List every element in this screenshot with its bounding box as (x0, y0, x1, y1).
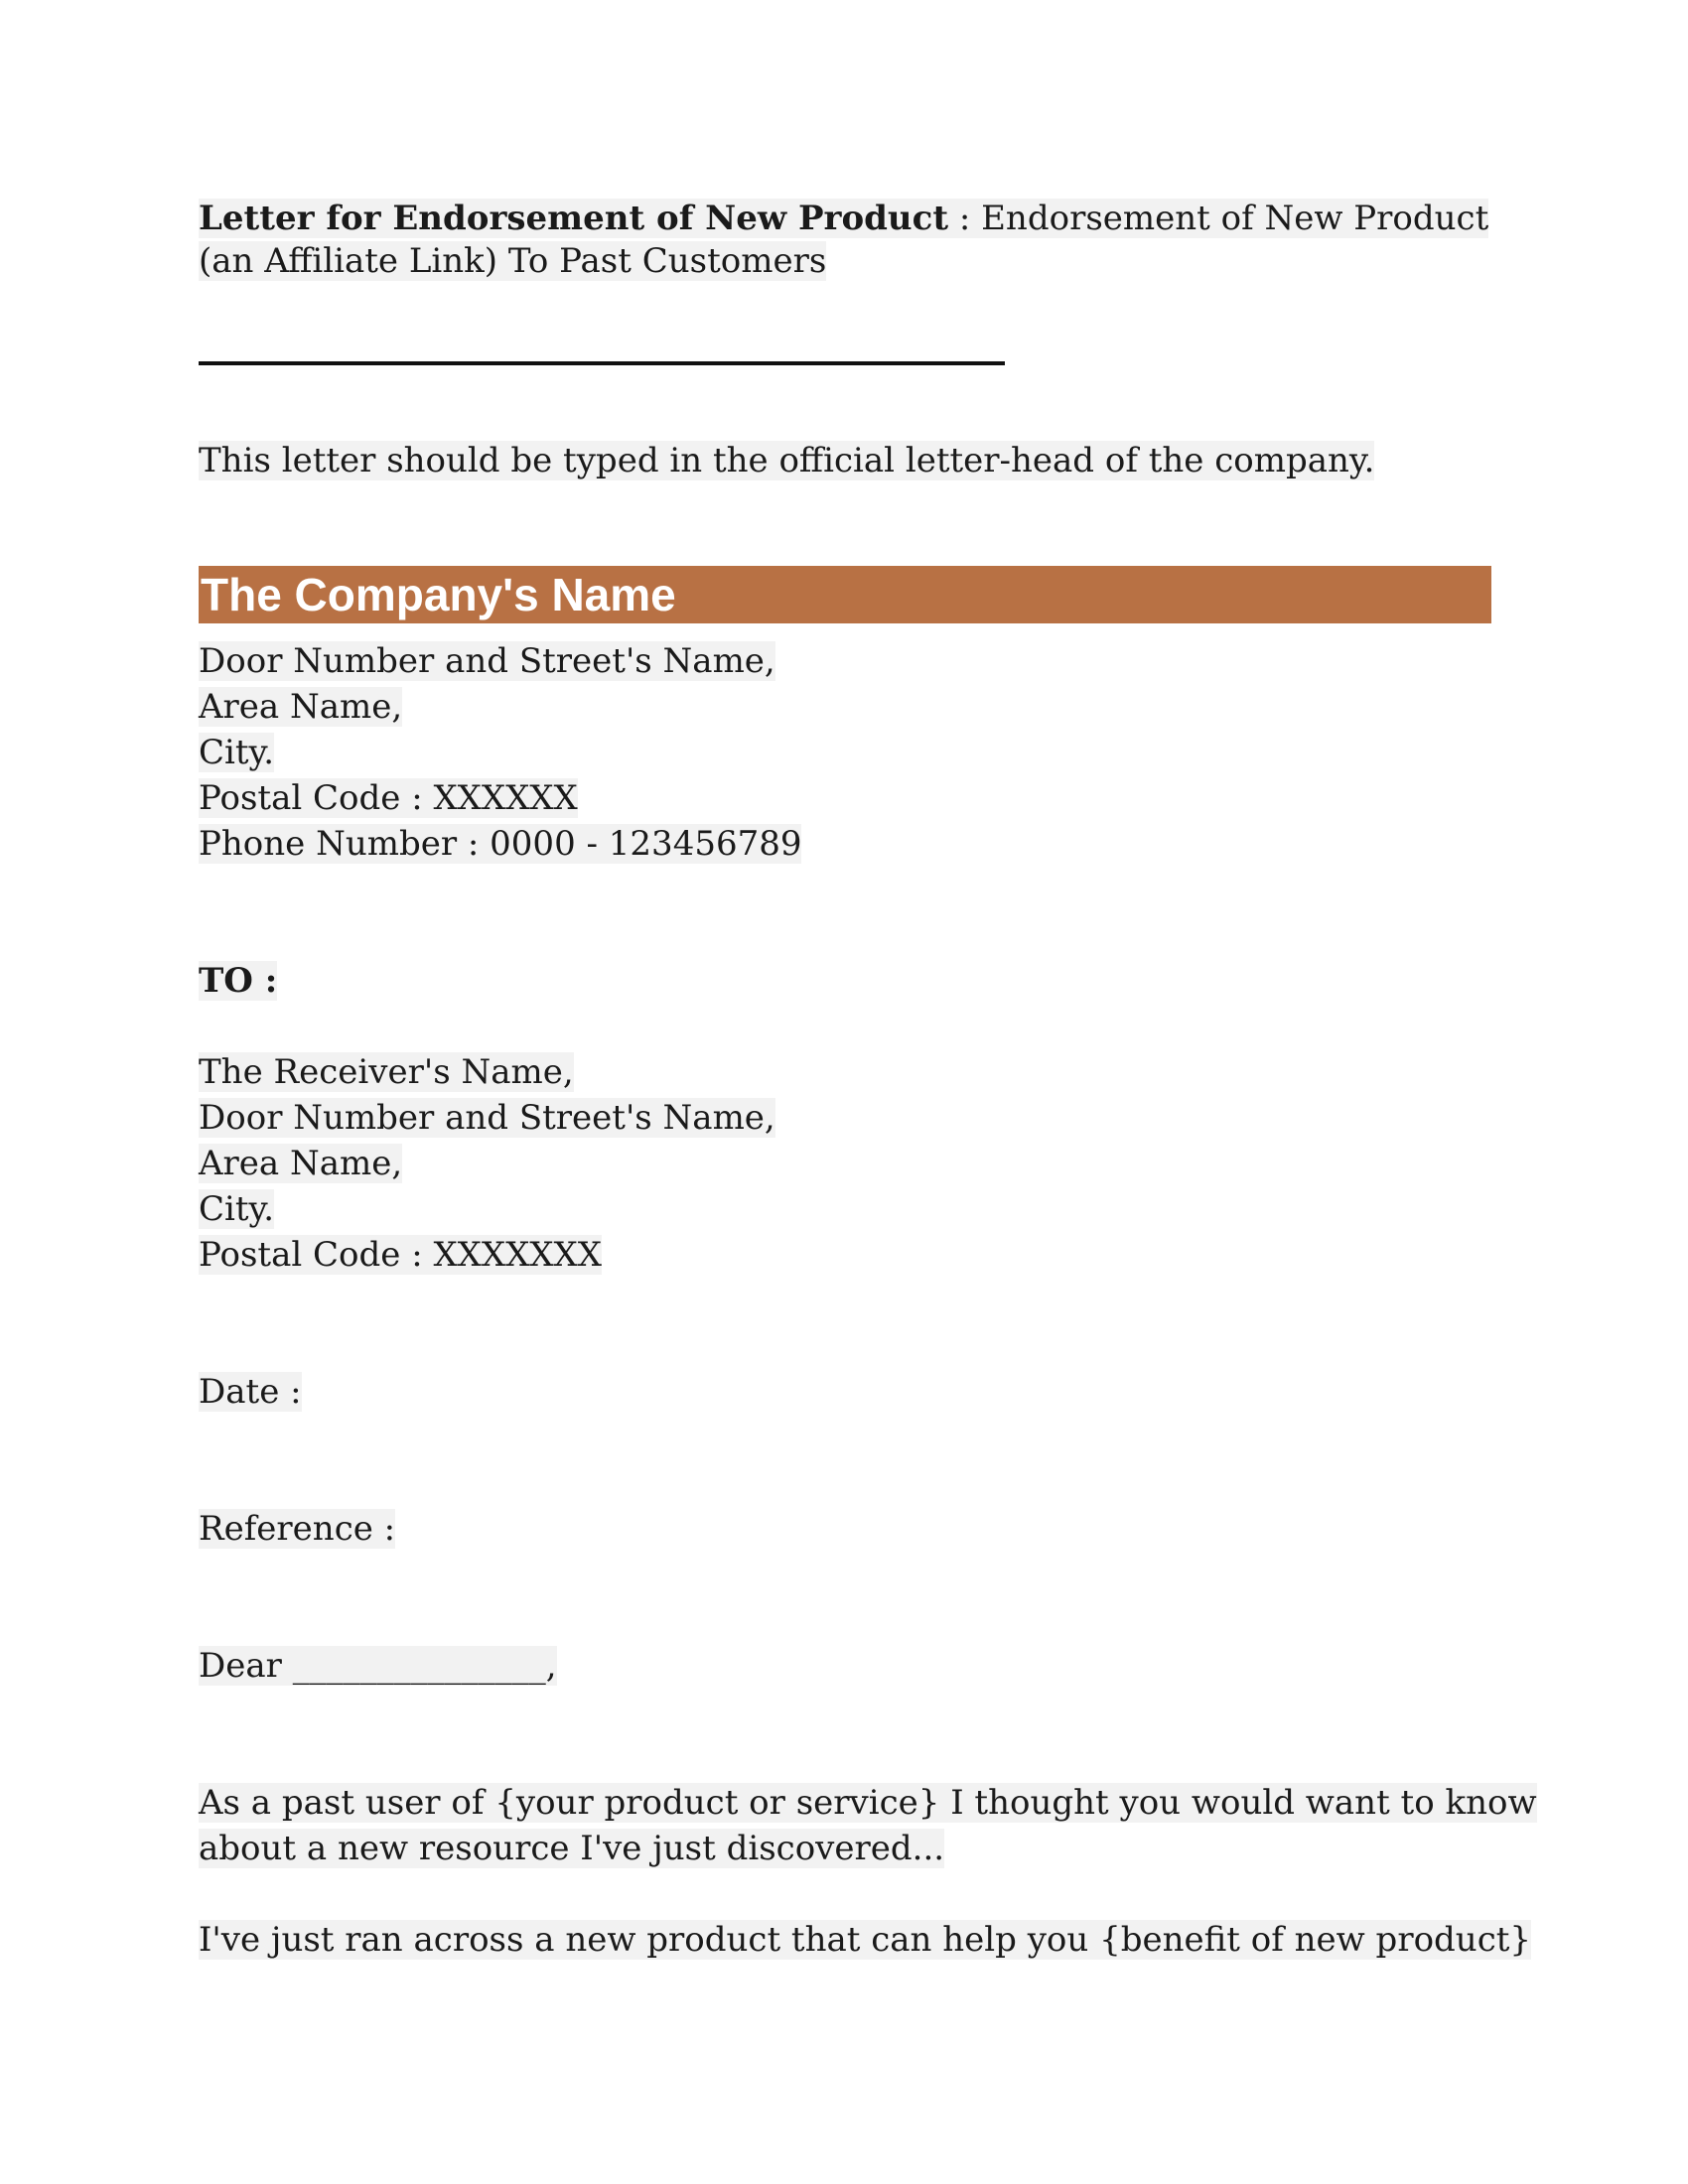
body-paragraph-1-line-2: about a new resource I've just discovered... (199, 1829, 945, 1868)
recipient-postal-code: Postal Code : XXXXXXX (199, 1235, 602, 1275)
recipient-address-line: Door Number and Street's Name, (199, 1098, 775, 1138)
company-address-line: Area Name, (199, 687, 403, 727)
recipient-name: The Receiver's Name, (199, 1052, 574, 1092)
reference-label: Reference : (199, 1509, 396, 1549)
date-label: Date : (199, 1372, 302, 1412)
recipient-address-line: City. (199, 1189, 275, 1229)
company-name-banner (199, 566, 1491, 623)
company-address-line: Door Number and Street's Name, (199, 641, 775, 681)
document-title-line2: (an Affiliate Link) To Past Customers (199, 241, 827, 281)
company-postal-code: Postal Code : XXXXXX (199, 778, 578, 818)
title-divider (199, 361, 1005, 365)
body-paragraph-2-line-1: I've just ran across a new product that can help you {benefit of new product} (199, 1920, 1532, 1960)
to-label: TO : (199, 961, 278, 1001)
body-paragraph-1-line-1: As a past user of {your product or service} I thought you would want to know (199, 1783, 1537, 1823)
document-title (199, 197, 1488, 240)
company-name: The Company's Name (201, 569, 676, 620)
instruction-text: This letter should be typed in the official letter-head of the company. (199, 441, 1375, 480)
company-address-line: City. (199, 733, 275, 772)
title-rest-part: : Endorsement of New Product (948, 199, 1489, 238)
title-bold-part: Letter for Endorsement of New Product (199, 199, 949, 238)
company-phone: Phone Number : 0000 - 123456789 (199, 824, 802, 864)
salutation: Dear _______________, (199, 1646, 557, 1686)
recipient-address-line: Area Name, (199, 1144, 403, 1183)
